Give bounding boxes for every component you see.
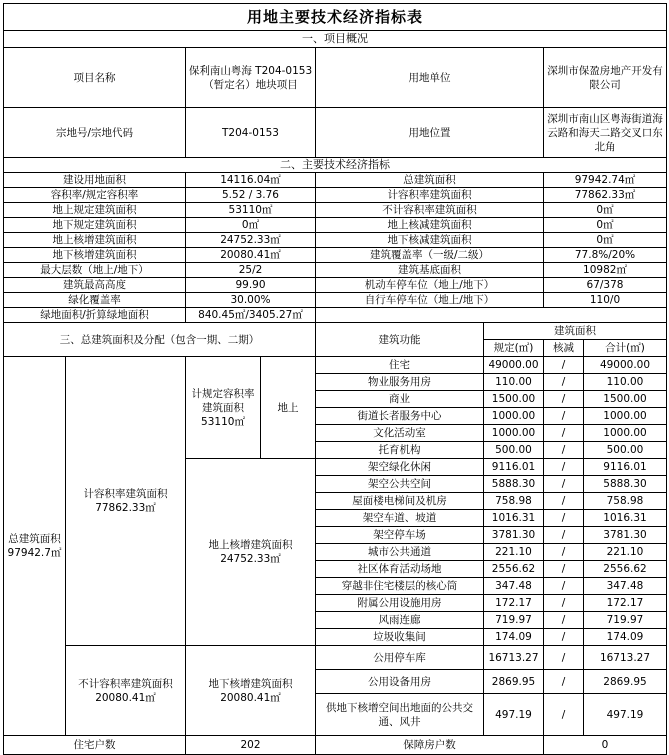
indicator-row (4, 233, 667, 248)
indicator-label: 建设用地面积 (4, 173, 186, 188)
spec-value: 49000.00 (484, 357, 544, 374)
indicator-label: 建筑基底面积 (316, 263, 544, 278)
function-header: 建筑功能 (316, 323, 484, 357)
indicator-label: 地上核减建筑面积 (316, 218, 544, 233)
total-value: 3781.30 (584, 527, 667, 544)
indicator-row (4, 263, 667, 278)
total-value: 719.97 (584, 612, 667, 629)
indicator-label: 地上核增建筑面积 (4, 233, 186, 248)
indicator-label: 最大层数（地上/地下） (4, 263, 186, 278)
indicator-sheet (3, 3, 666, 751)
location-label: 用地位置 (316, 108, 544, 158)
far-area-label: 计容积率建筑面积 (83, 488, 168, 500)
far-spec-cell (186, 357, 261, 459)
adjust-value: / (544, 595, 584, 612)
adjust-value: / (544, 459, 584, 476)
spec-value: 221.10 (484, 544, 544, 561)
section1-heading: 一、项目概况 (4, 31, 667, 48)
function-name: 街道长者服务中心 (316, 408, 484, 425)
far-area-value: 77862.33㎡ (95, 502, 156, 514)
function-name: 架空停车场 (316, 527, 484, 544)
indicator-value: 67/378 (544, 278, 667, 293)
function-name: 住宅 (316, 357, 484, 374)
parcel-value: T204-0153 (186, 108, 316, 158)
parcel-row (4, 108, 667, 158)
adjust-value: / (544, 408, 584, 425)
indicator-row (4, 218, 667, 233)
adjust-value: / (544, 425, 584, 442)
below-incr-value: 20080.41㎡ (220, 691, 281, 704)
indicator-value: 0㎡ (544, 218, 667, 233)
indicator-value: 10982㎡ (544, 263, 667, 278)
function-name: 风雨连廊 (316, 612, 484, 629)
nonfar-area-cell (66, 646, 186, 736)
nonfar-area-label: 不计容积率建筑面积 (78, 677, 173, 690)
project-name-label: 项目名称 (4, 48, 186, 108)
footer-row (4, 736, 667, 755)
indicator-value: 77862.33㎡ (544, 188, 667, 203)
indicator-label: 容积率/规定容积率 (4, 188, 186, 203)
total-value: 758.98 (584, 493, 667, 510)
function-name: 架空公共空间 (316, 476, 484, 493)
spec-value: 758.98 (484, 493, 544, 510)
adjust-value: / (544, 646, 584, 670)
function-name: 公用停车库 (316, 646, 484, 670)
land-unit-label: 用地单位 (316, 48, 544, 108)
adjust-value: / (544, 544, 584, 561)
indicator-value: 0㎡ (544, 203, 667, 218)
function-name: 架空车道、坡道 (316, 510, 484, 527)
far-area-cell (66, 357, 186, 646)
project-name-row (4, 48, 667, 108)
total-value: 347.48 (584, 578, 667, 595)
col-total-header: 合计(㎡) (584, 340, 667, 357)
indicator-label: 机动车停车位（地上/地下） (316, 278, 544, 293)
function-name: 穿越非住宅楼层的核心筒 (316, 578, 484, 595)
adjust-value: / (544, 442, 584, 459)
total-area-label: 总建筑面积 (8, 533, 61, 545)
indicator-value: 97942.74㎡ (544, 173, 667, 188)
households-label: 住宅户数 (4, 736, 186, 755)
spec-value: 497.19 (484, 694, 544, 736)
adjust-value: / (544, 670, 584, 694)
spec-value: 3781.30 (484, 527, 544, 544)
col-adjust-header: 核减 (544, 340, 584, 357)
indicator-label: 绿化覆盖率 (4, 293, 186, 308)
function-name: 屋面楼电梯间及机房 (316, 493, 484, 510)
indicator-label: 地上规定建筑面积 (4, 203, 186, 218)
indicator-label: 建筑最高高度 (4, 278, 186, 293)
total-value: 1000.00 (584, 425, 667, 442)
indicator-value: 30.00% (186, 293, 316, 308)
households-value: 202 (186, 736, 316, 755)
spec-value: 1500.00 (484, 391, 544, 408)
function-name: 附属公用设施用房 (316, 595, 484, 612)
indicator-row (4, 248, 667, 263)
function-name: 公用设备用房 (316, 670, 484, 694)
indicator-value: 0㎡ (544, 233, 667, 248)
nonfar-area-value: 20080.41㎡ (95, 691, 156, 704)
indicator-label: 建筑覆盖率（一级/二级） (316, 248, 544, 263)
title-row (4, 4, 667, 31)
spec-value: 1000.00 (484, 408, 544, 425)
indicator-label: 自行车停车位（地上/地下） (316, 293, 544, 308)
function-name: 城市公共通道 (316, 544, 484, 561)
adjust-value: / (544, 493, 584, 510)
far-spec-label: 计规定容积率建筑面积 (191, 387, 255, 414)
below-incr-row (4, 646, 667, 670)
section1-heading-row (4, 31, 667, 48)
function-name: 垃圾收集间 (316, 629, 484, 646)
total-value: 174.09 (584, 629, 667, 646)
function-name: 架空绿化休闲 (316, 459, 484, 476)
indicator-value: 77.8%/20% (544, 248, 667, 263)
above-ground-label: 地上 (261, 357, 316, 459)
spec-value: 9116.01 (484, 459, 544, 476)
total-value: 2869.95 (584, 670, 667, 694)
total-area-cell (4, 357, 66, 736)
total-value: 49000.00 (584, 357, 667, 374)
indicator-table (3, 3, 667, 755)
total-value: 1000.00 (584, 408, 667, 425)
spec-value: 500.00 (484, 442, 544, 459)
indicator-value: 0㎡ (186, 218, 316, 233)
empty-cell (316, 308, 667, 323)
far-spec-value: 53110㎡ (201, 415, 245, 428)
spec-value: 1016.31 (484, 510, 544, 527)
spec-value: 172.17 (484, 595, 544, 612)
spec-value: 16713.27 (484, 646, 544, 670)
adjust-value: / (544, 612, 584, 629)
section2-heading: 二、主要技术经济指标 (4, 158, 667, 173)
above-incr-cell (186, 459, 316, 646)
affordable-value: 0 (544, 736, 667, 755)
spec-value: 719.97 (484, 612, 544, 629)
indicator-value: 24752.33㎡ (186, 233, 316, 248)
total-value: 221.10 (584, 544, 667, 561)
spec-value: 2869.95 (484, 670, 544, 694)
adjust-value: / (544, 629, 584, 646)
adjust-value: / (544, 476, 584, 493)
total-value: 500.00 (584, 442, 667, 459)
indicator-value: 53110㎡ (186, 203, 316, 218)
below-incr-cell (186, 646, 316, 736)
total-value: 497.19 (584, 694, 667, 736)
total-value: 1500.00 (584, 391, 667, 408)
total-value: 172.17 (584, 595, 667, 612)
indicator-label: 计容积率建筑面积 (316, 188, 544, 203)
spec-row (4, 357, 667, 374)
section2-heading-row (4, 158, 667, 173)
spec-value: 2556.62 (484, 561, 544, 578)
adjust-value: / (544, 527, 584, 544)
col-spec-header: 规定(㎡) (484, 340, 544, 357)
total-value: 110.00 (584, 374, 667, 391)
function-name: 商业 (316, 391, 484, 408)
total-value: 1016.31 (584, 510, 667, 527)
total-area-value: 97942.7㎡ (7, 547, 62, 559)
spec-value: 347.48 (484, 578, 544, 595)
green-area-value: 840.45㎡/3405.27㎡ (186, 308, 316, 323)
adjust-value: / (544, 374, 584, 391)
sheet-title: 用地主要技术经济指标表 (4, 4, 667, 31)
indicator-label: 不计容积率建筑面积 (316, 203, 544, 218)
indicator-row (4, 173, 667, 188)
adjust-value: / (544, 561, 584, 578)
indicator-label: 地下核减建筑面积 (316, 233, 544, 248)
function-name: 托育机构 (316, 442, 484, 459)
above-incr-label: 地上核增建筑面积 (208, 539, 293, 551)
indicator-value: 5.52 / 3.76 (186, 188, 316, 203)
function-name: 供地下核增空间出地面的公共交通、风井 (316, 694, 484, 736)
function-name: 文化活动室 (316, 425, 484, 442)
indicator-value: 110/0 (544, 293, 667, 308)
area-header: 建筑面积 (484, 323, 667, 340)
indicator-label: 总建筑面积 (316, 173, 544, 188)
spec-value: 110.00 (484, 374, 544, 391)
section3-heading: 三、总建筑面积及分配（包含一期、二期） (4, 323, 316, 357)
total-value: 9116.01 (584, 459, 667, 476)
parcel-label: 宗地号/宗地代码 (4, 108, 186, 158)
green-area-label: 绿地面积/折算绿地面积 (4, 308, 186, 323)
indicator-value: 99.90 (186, 278, 316, 293)
indicator-value: 14116.04㎡ (186, 173, 316, 188)
green-area-row (4, 308, 667, 323)
indicator-row (4, 278, 667, 293)
indicator-row (4, 188, 667, 203)
adjust-value: / (544, 694, 584, 736)
adjust-value: / (544, 391, 584, 408)
indicator-row (4, 203, 667, 218)
indicator-row (4, 293, 667, 308)
adjust-value: / (544, 357, 584, 374)
total-value: 2556.62 (584, 561, 667, 578)
section3-header-row-1 (4, 323, 667, 340)
indicator-label: 地下核增建筑面积 (4, 248, 186, 263)
adjust-value: / (544, 578, 584, 595)
land-unit-value: 深圳市保盈房地产开发有限公司 (544, 48, 667, 108)
total-value: 5888.30 (584, 476, 667, 493)
spec-value: 1000.00 (484, 425, 544, 442)
below-incr-label: 地下核增建筑面积 (208, 677, 293, 690)
function-name: 社区体育活动场地 (316, 561, 484, 578)
affordable-label: 保障房户数 (316, 736, 544, 755)
spec-value: 174.09 (484, 629, 544, 646)
project-name-value: 保利南山粤海 T204-0153（暂定名）地块项目 (186, 48, 316, 108)
total-value: 16713.27 (584, 646, 667, 670)
above-incr-value: 24752.33㎡ (220, 553, 281, 565)
indicator-value: 25/2 (186, 263, 316, 278)
spec-value: 5888.30 (484, 476, 544, 493)
function-name: 物业服务用房 (316, 374, 484, 391)
adjust-value: / (544, 510, 584, 527)
location-value: 深圳市南山区粤海街道海云路和海天二路交叉口东北角 (544, 108, 667, 158)
indicator-value: 20080.41㎡ (186, 248, 316, 263)
indicator-label: 地下规定建筑面积 (4, 218, 186, 233)
